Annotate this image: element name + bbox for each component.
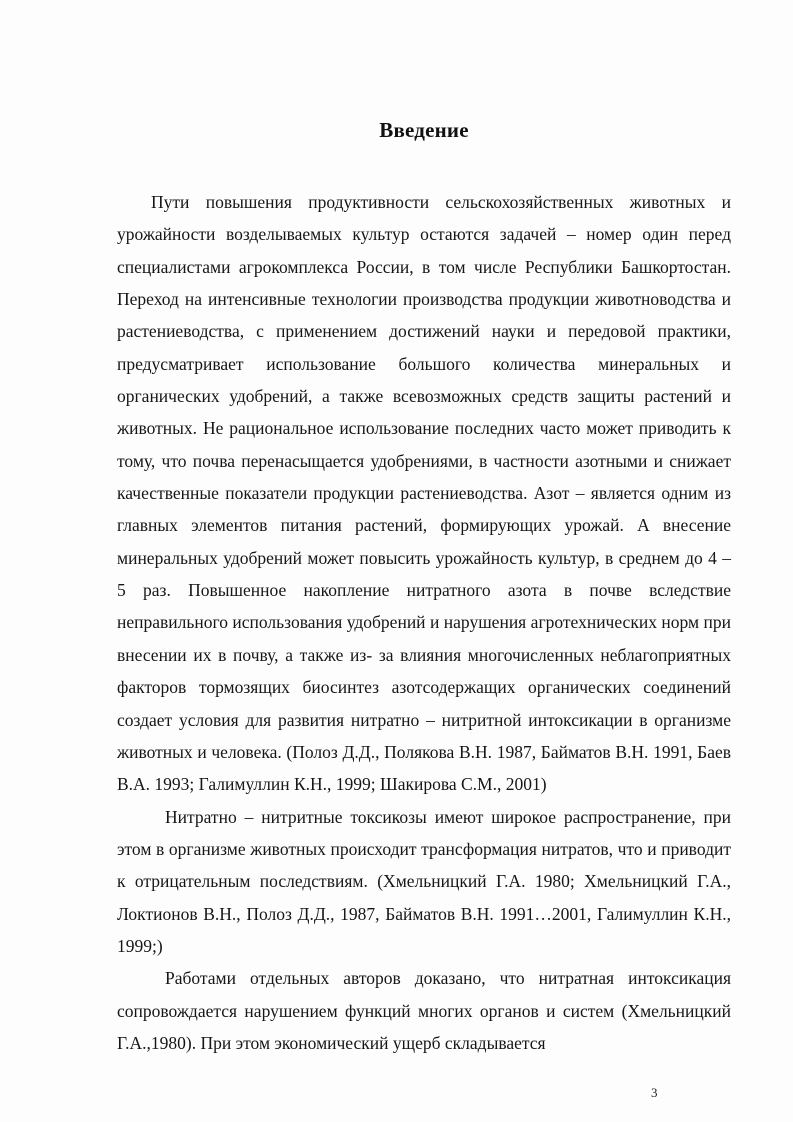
paragraph-1: Пути повышения продуктивности сельскохозяйственных животных и урожайности возделываемых культур остаются задачей – номер один перед специалистами агрокомплекса России, в том числе Республики Башкортостан. Переход на интенсивные технологии производства продукции животноводства и растениеводства, с применением достижений науки и передовой практики, предусматривает использование большого количества минеральных и органических удобрений, а также всевозможных средств защиты растений и животных. Не рациональное использование последних часто может приводить к тому, что почва перенасыщается удобрениями, в частности азотными и снижает качественные показатели продукции растениеводства. Азот – является одним из главных элементов питания растений, формирующих урожай. А внесение минеральных удобрений может повысить урожайность культур, в среднем до 4 – 5 раз. Повышенное накопление нитратного азота в почве вследствие неправильного использования удобрений и нарушения агротехнических норм при внесении их в почву, а также из- за влияния многочисленных неблагоприятных факторов тормозящих биосинтез азотсодержащих органических соединений создает условия для развития нитратно – нитритной интоксикации в организме животных и человека. (Полоз Д.Д., Полякова В.Н. 1987, Байматов В.Н. 1991, Баев В.А. 1993; Галимуллин К.Н., 1999; Шакирова С.М., 2001)	[117, 192, 731, 795]
paragraph-3: Работами отдельных авторов доказано, что нитратная интоксикация сопровождается нарушением функций многих органов и систем (Хмельницкий Г.А.,1980). При этом экономический ущерб складывается	[117, 968, 731, 1053]
page-title: Введение	[379, 118, 469, 142]
body-text	[117, 186, 731, 1059]
paragraph-2: Нитратно – нитритные токсикозы имеют широкое распространение, при этом в организме животных происходит трансформация нитратов, что и приводит к отрицательным последствиям. (Хмельницкий Г.А. 1980; Хмельницкий Г.А., Локтионов В.Н., Полоз Д.Д., 1987, Байматов В.Н. 1991…2001, Галимуллин К.Н., 1999;)	[117, 806, 731, 956]
page-number: 3	[651, 1085, 658, 1100]
